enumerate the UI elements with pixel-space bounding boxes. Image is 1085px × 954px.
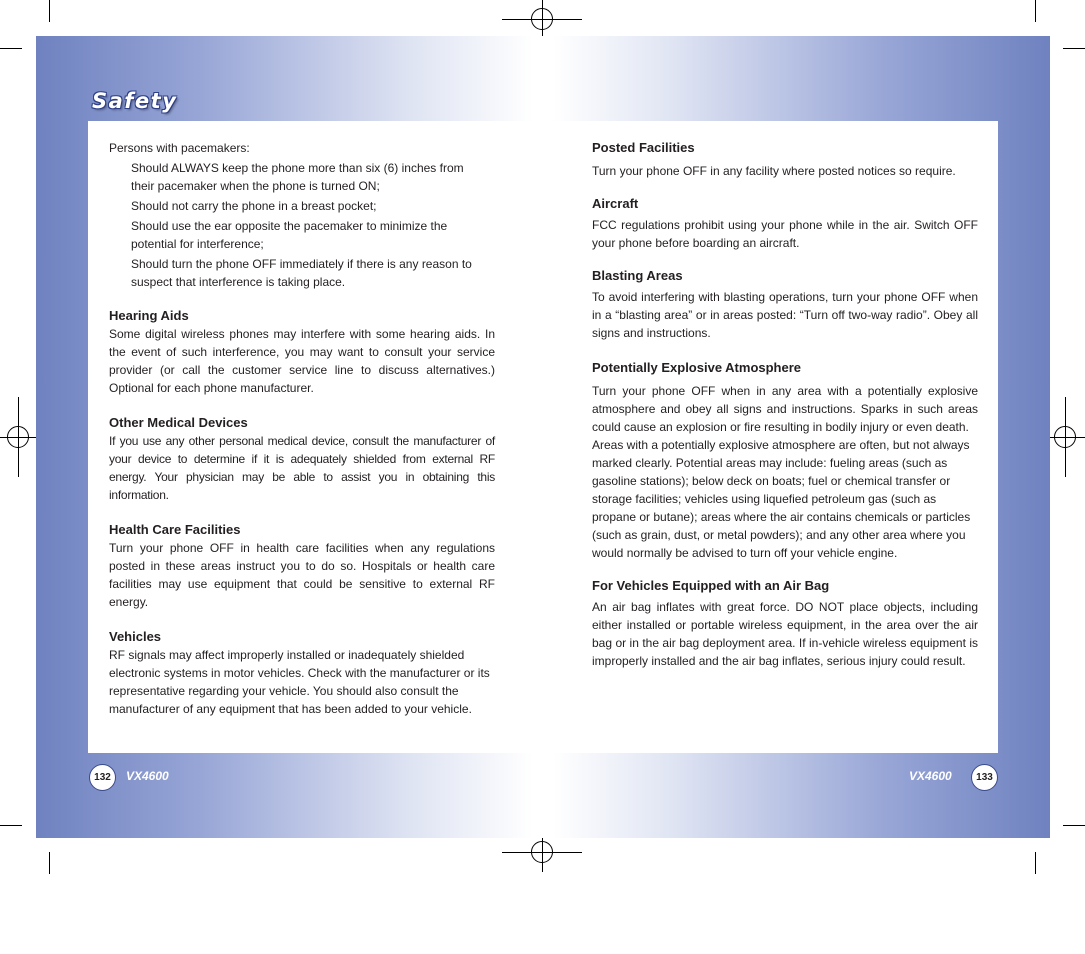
section-body: To avoid interfering with blasting operations, turn your phone OFF when in a “blasting area” or in areas posted: “Turn off two-way radio”. Obey all signs and instructions. [592, 290, 978, 340]
section-heading: For Vehicles Equipped with an Air Bag [592, 578, 830, 593]
crop-mark [49, 0, 50, 22]
model-name-left: VX4600 [126, 769, 169, 783]
section-blasting-areas [592, 267, 978, 342]
crop-mark [1063, 825, 1085, 826]
section-body: FCC regulations prohibit using your phone while in the air. Switch OFF your phone before boarding an aircraft. [592, 218, 978, 250]
section-heading: Aircraft [592, 196, 639, 211]
pacemaker-intro: Persons with pacemakers: [109, 141, 250, 155]
section-heading: Hearing Aids [109, 308, 189, 323]
pacemaker-item: Should not carry the phone in a breast pocket; [131, 199, 377, 213]
pacemaker-item: Should turn the phone OFF immediately if there is any reason to suspect that interference is taking place. [131, 257, 472, 289]
section-heading: Vehicles [109, 629, 162, 644]
section-body: Turn your phone OFF in any facility where posted notices so require. [592, 164, 956, 178]
section-body: Some digital wireless phones may interfere with some hearing aids. In the event of such interference, you may want to consult your service provider (or call the customer service line to discuss alternatives.) Optional for each phone manufacturer. [109, 327, 495, 395]
model-name-right: VX4600 [909, 769, 952, 783]
section-posted-facilities [592, 139, 978, 180]
section-body: An air bag inflates with great force. DO NOT place objects, including either installed or portable wireless equipment, in the area over the air bag or in the air bag deployment area. If in-vehicle wireless equipment is improperly installed and the air bag inflates, serious injury could result. [592, 600, 978, 668]
registration-circle [7, 426, 29, 448]
pacemaker-item: Should ALWAYS keep the phone more than six (6) inches from their pacemaker when the phone is turned ON; [131, 161, 464, 193]
crop-mark [49, 852, 50, 874]
left-column [109, 139, 495, 718]
section-body: If you use any other personal medical device, consult the manufacturer of your device to determine if it is adequately shielded from external RF energy. Your physician may be able to assist you in obtaining this information. [109, 434, 495, 502]
section-health-care-facilities [109, 521, 495, 611]
section-heading: Blasting Areas [592, 268, 683, 283]
section-body: RF signals may affect improperly installed or inadequately shielded electronic systems in motor vehicles. Check with the manufacturer or its representative regarding your vehicle. You should also consult the manufacturer of any equipment that has been added to your vehicle. [109, 648, 490, 716]
crop-mark [0, 48, 22, 49]
pacemaker-list [109, 159, 495, 291]
crop-mark [1063, 48, 1085, 49]
section-heading: Posted Facilities [592, 140, 695, 155]
section-body-continued: Areas with a potentially explosive atmosphere are often, but not always marked clearly. Potential areas may include: fueling areas (such as gasoline stations); below deck on boats; fuel or chemical transfer or storage facilities; vehicles using liquefied petroleum gas (such as propane or butane); areas where the air contains chemicals or particles (such as grain, dust, or metal powders); and any other area where you would normally be advised to turn off your vehicle engine. [592, 438, 971, 560]
section-air-bag [592, 577, 978, 670]
page-number-left: 132 [89, 764, 116, 791]
section-aircraft [592, 195, 978, 252]
page-number-right: 133 [971, 764, 998, 791]
section-hearing-aids [109, 307, 495, 397]
section-body: Turn your phone OFF in health care facilities when any regulations posted in these areas instruct you to do so. Hospitals or health care facilities may use equipment that could be sensitive to external RF energy. [109, 541, 495, 609]
section-explosive-atmosphere [592, 359, 978, 562]
crop-mark [0, 825, 22, 826]
right-column [592, 139, 978, 670]
crop-mark [1035, 852, 1036, 874]
registration-circle [531, 8, 553, 30]
section-body: Turn your phone OFF when in any area with a potentially explosive atmosphere and obey all signs and instructions. Sparks in such areas could cause an explosion or fire resulting in bodily injury or even death. [592, 384, 978, 434]
registration-circle [531, 841, 553, 863]
section-heading: Other Medical Devices [109, 415, 248, 430]
registration-circle [1054, 426, 1076, 448]
section-heading: Potentially Explosive Atmosphere [592, 360, 802, 375]
section-title: Safety [92, 89, 178, 113]
crop-mark [1035, 0, 1036, 22]
section-other-medical-devices [109, 414, 495, 504]
pacemaker-item: Should use the ear opposite the pacemaker to minimize the potential for interference; [131, 219, 448, 251]
section-vehicles [109, 628, 495, 718]
section-heading: Health Care Facilities [109, 522, 241, 537]
